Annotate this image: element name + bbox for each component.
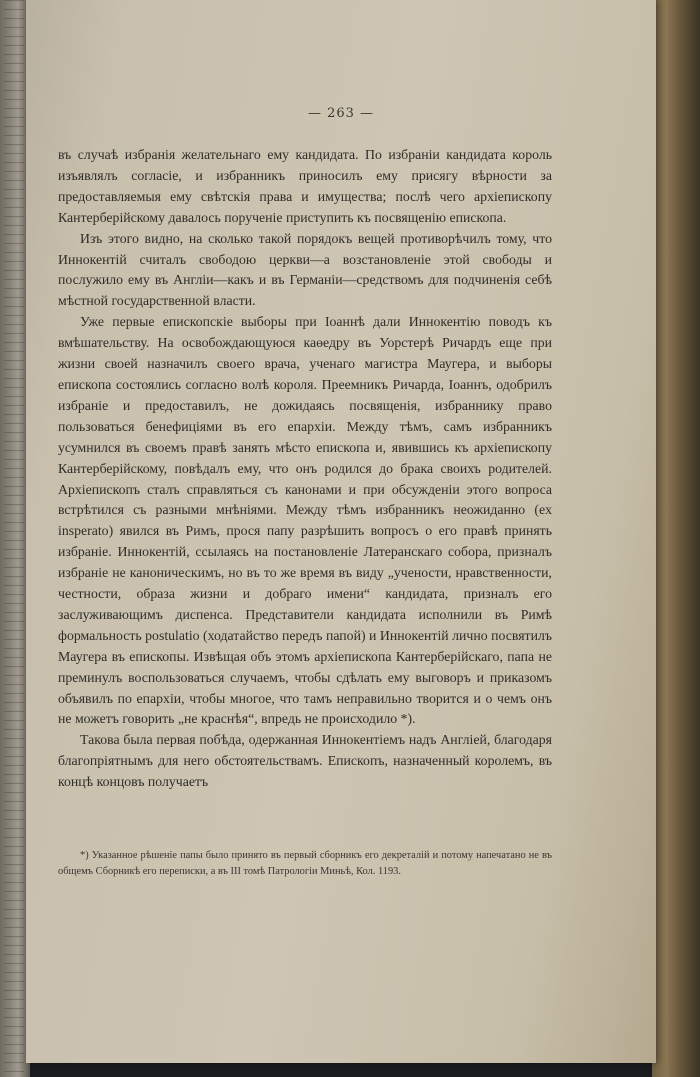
page-number: — 263 — <box>307 106 375 121</box>
footnote: *) Указанное рѣшеніе папы было принято въ первый сборникъ его декреталій и потому напечатано не въ общемъ Сборникѣ его переписки, а въ III томѣ Патрологіи Миньѣ, Кол. 1193. <box>58 850 552 877</box>
book-page <box>26 0 656 1063</box>
footnotes <box>58 848 552 879</box>
paragraph: Такова была первая побѣда, одержанная Иннокентіемъ надъ Англіей, благодаря благопріятнымъ для него обстоятельствамъ. Епископъ, назначенный королемъ, въ концѣ концовъ получаетъ <box>58 732 552 790</box>
paragraph: Изъ этого видно, на сколько такой порядокъ вещей противорѣчилъ тому, что Иннокентій считалъ свободою церкви—а возстановленіе этой свободы и послужило ему въ Англіи—какъ и въ Германіи—средствомъ для подчиненія себѣ мѣстной государственной власти. <box>58 230 552 309</box>
paragraph: Уже первые епископскіе выборы при Іоаннѣ дали Иннокентію поводъ къ вмѣшательству. На освобождающуюся каѳедру въ Уорстерѣ Ричардъ еще при жизни своей назначилъ своего врача, ученаго магистра Маугера, и выборы епископа состоялись согласно волѣ короля. Преемникъ Ричарда, Іоаннъ, одобрилъ избраніе и предоставилъ, не дожидаясь посвященія, избраннику право пользоваться бенефиціями въ его епархіи. Между тѣмъ, самъ избранникъ усумнился въ своемъ правѣ занять мѣсто епископа и, явившись къ архіепископу Кантерберійскому, повѣдалъ ему, что онъ родился до брака своихъ родителей. Архіепископъ сталъ справляться съ канонами и при обсужденіи этого вопроса встрѣтился съ разными мнѣніями. Между тѣмъ избранникъ неожиданно (ex insperato) явился въ Римъ, прося папу разрѣшить вопросъ о его правѣ принять избраніе. Иннокентій, ссылаясь на постановленіе Латеранскаго собора, призналъ избраніе не каноническимъ, но въ то же время въ виду „учености, нравственности, честности, образа жизни и добраго имени“ кандидата, призналъ его заслуживающимъ диспенса. Представители кандидата исполнили въ Римѣ формальность postulatio (ходатайство передъ папой) и Иннокентій лично посвятилъ Маугера въ епископы. Извѣщая объ этомъ архіепископа Кантерберійскаго, папа не преминулъ воспользоваться случаемъ, чтобы сдѣлать ему выговоръ и приказомъ объявилъ по епархіи, чтобы многое, что тамъ неправильно творится и о чемъ онъ не можетъ говорить „не краснѣя“, впредь не происходило *). <box>58 314 552 727</box>
page-stack-edge <box>652 0 700 1077</box>
body-text <box>58 145 552 793</box>
paragraph: въ случаѣ избранія желательнаго ему кандидата. По избраніи кандидата король изъявлялъ согласіе, и избранникъ приносилъ ему присягу вѣрности за предоставляемыя ему свѣтскія права и имущества; послѣ чего архіепископу Кантерберійскому давалось порученіе приступить къ посвященію епископа. <box>58 147 552 225</box>
adjacent-page-text-lines <box>4 0 24 1077</box>
